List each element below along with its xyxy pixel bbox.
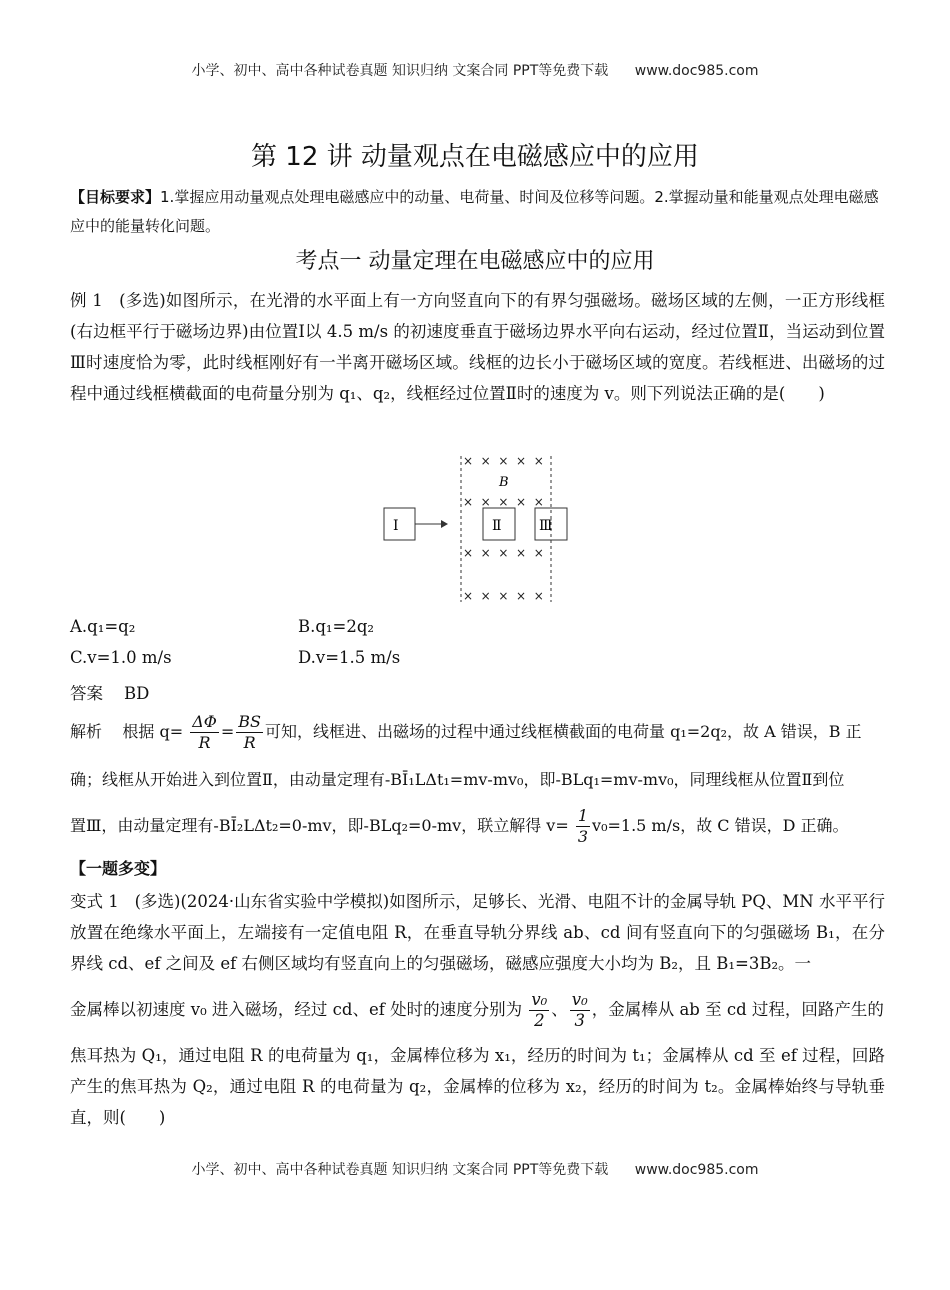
option-d: D.v=1.5 m/s — [298, 648, 401, 667]
option-b: B.q₁=2q₂ — [298, 617, 375, 636]
example-1-text: 如图所示，在光滑的水平面上有一方向竖直向下的有界匀强磁场。磁场区域的左侧，一正方形线框(右边框平行于磁场边界)由位置Ⅰ以 4.5 m/s 的初速度垂直于磁场边界水平向右运动，经过位置Ⅱ，当运动到位置Ⅲ时速度恰为零，此时线框刚好有一半离开磁场区域。线框的边长小于磁场区域的宽度。若线框进、出磁场的过程中通过线框横截面的电荷量分别为 q₁、q₂，线框经过位置Ⅱ时的速度为 v。则下列说法正确的是( ) — [70, 291, 885, 403]
variant-1-text: (2024·山东省实验中学模拟)如图所示，足够长、光滑、电阻不计的金属导轨 PQ、MN 水平平行放置在绝缘水平面上，左端接有一定值电阻 R，在垂直导轨分界线 ab、cd 间有竖直向下的匀强磁场 B₁，在分界线 cd、ef 之间及 ef 右侧区域均有竖直向上的匀强磁场，磁感应强度大小均为 B₂，且 B₁=3B₂。一 — [70, 892, 886, 973]
separator: 、 — [551, 1000, 568, 1019]
frame-position-1 — [384, 508, 415, 540]
fraction-numerator: v₀ — [571, 990, 588, 1009]
frame-label-2: Ⅱ — [492, 518, 502, 534]
cross-marks-row: × × × × × — [463, 454, 544, 468]
analysis-text: 置Ⅲ，由动量定理有-BĪ₂LΔt₂=0-mv，即-BLq₂=0-mv，联立解得 v= — [70, 816, 569, 835]
analysis-line-1 — [70, 712, 885, 753]
fraction — [570, 990, 590, 1031]
goal-label: 【目标要求】 — [70, 188, 161, 206]
fraction — [236, 712, 263, 753]
header-site-text: 小学、初中、高中各种试卷真题 知识归纳 文案合同 PPT等免费下载 — [191, 63, 609, 79]
field-label-B: B — [499, 475, 509, 490]
section-title: 考点一 动量定理在电磁感应中的应用 — [295, 249, 655, 274]
cross-marks-row: × × × × × — [463, 546, 544, 560]
analysis-line-3 — [70, 806, 885, 847]
variant-1-para-3: 焦耳热为 Q₁，通过电阻 R 的电荷量为 q₁，金属棒位移为 x₁，经历的时间为 t₁；金属棒从 cd 至 ef 过程，回路产生的焦耳热为 Q₂，通过电阻 R 的电荷量为 q₂，金属棒的位移为 x₂，经历的时间为 t₂。金属棒始终与导轨垂直，则( ) — [70, 1046, 885, 1127]
footer-site-text: 小学、初中、高中各种试卷真题 知识归纳 文案合同 PPT等免费下载 — [191, 1162, 609, 1178]
variant-1-text: 金属棒以初速度 v₀ 进入磁场，经过 cd、ef 处时的速度分别为 — [70, 1000, 523, 1019]
magnetic-field-figure — [375, 452, 585, 604]
example-1-label: 例 1 — [70, 291, 103, 310]
fraction-denominator: 2 — [534, 1011, 545, 1030]
example-1-tag: (多选) — [119, 291, 166, 310]
fraction-denominator: R — [198, 733, 211, 752]
variant-1-para-1 — [70, 886, 885, 979]
page-footer — [0, 1159, 950, 1179]
frame-label-1: Ⅰ — [393, 518, 399, 534]
answer-label: 答案 — [70, 684, 103, 703]
fraction-numerator: 1 — [577, 806, 589, 825]
arrow-icon — [441, 520, 448, 528]
variant-1-label: 变式 1 — [70, 892, 119, 911]
analysis-label: 解析 — [70, 722, 103, 741]
variant-section-title: 【一题多变】 — [70, 859, 167, 878]
fraction-numerator: ΔΦ — [192, 712, 217, 731]
variant-1-text: ，金属棒从 ab 至 cd 过程，回路产生的 — [591, 1000, 884, 1019]
fraction — [190, 712, 219, 753]
fraction — [529, 990, 549, 1031]
fraction-denominator: R — [243, 733, 256, 752]
fraction-numerator: v₀ — [531, 990, 548, 1009]
option-a: A.q₁=q₂ — [70, 617, 136, 636]
analysis-text: 根据 q= — [122, 722, 184, 741]
example-1 — [70, 285, 885, 409]
cross-marks-row: × × × × × — [463, 495, 544, 509]
fraction-denominator: 3 — [577, 827, 589, 846]
answer-value: BD — [123, 684, 150, 703]
page-title: 第 12 讲 动量观点在电磁感应中的应用 — [251, 142, 699, 172]
analysis-text: v₀=1.5 m/s，故 C 错误，D 正确。 — [592, 816, 849, 835]
answer — [70, 680, 149, 704]
equals-sign: = — [220, 722, 235, 741]
goal-text: 1.掌握应用动量观点处理电磁感应中的动量、电荷量、时间及位移等问题。2.掌握动量和能量观点处理电磁感应中的能量转化问题。 — [70, 188, 879, 235]
page-header — [0, 60, 950, 80]
goal-block — [70, 183, 885, 241]
cross-marks-row: × × × × × — [463, 589, 544, 603]
frame-label-3: Ⅲ — [539, 518, 553, 534]
option-c: C.v=1.0 m/s — [70, 648, 172, 667]
variant-1-para-2 — [70, 990, 885, 1031]
analysis-line-2: 确；线框从开始进入到位置Ⅱ，由动量定理有-BĪ₁LΔt₁=mv-mv₀，即-BLq₁=mv-mv₀，同理线框从位置Ⅱ到位 — [70, 770, 845, 789]
analysis-text: 可知，线框进、出磁场的过程中通过线框横截面的电荷量 q₁=2q₂，故 A 错误，B 正 — [265, 722, 862, 741]
header-url[interactable]: www.doc985.com — [634, 63, 759, 79]
footer-url[interactable]: www.doc985.com — [634, 1162, 759, 1178]
fraction — [576, 806, 590, 847]
fraction-denominator: 3 — [574, 1011, 585, 1030]
fraction-numerator: BS — [238, 712, 261, 731]
variant-1-tag: (多选) — [134, 892, 181, 911]
